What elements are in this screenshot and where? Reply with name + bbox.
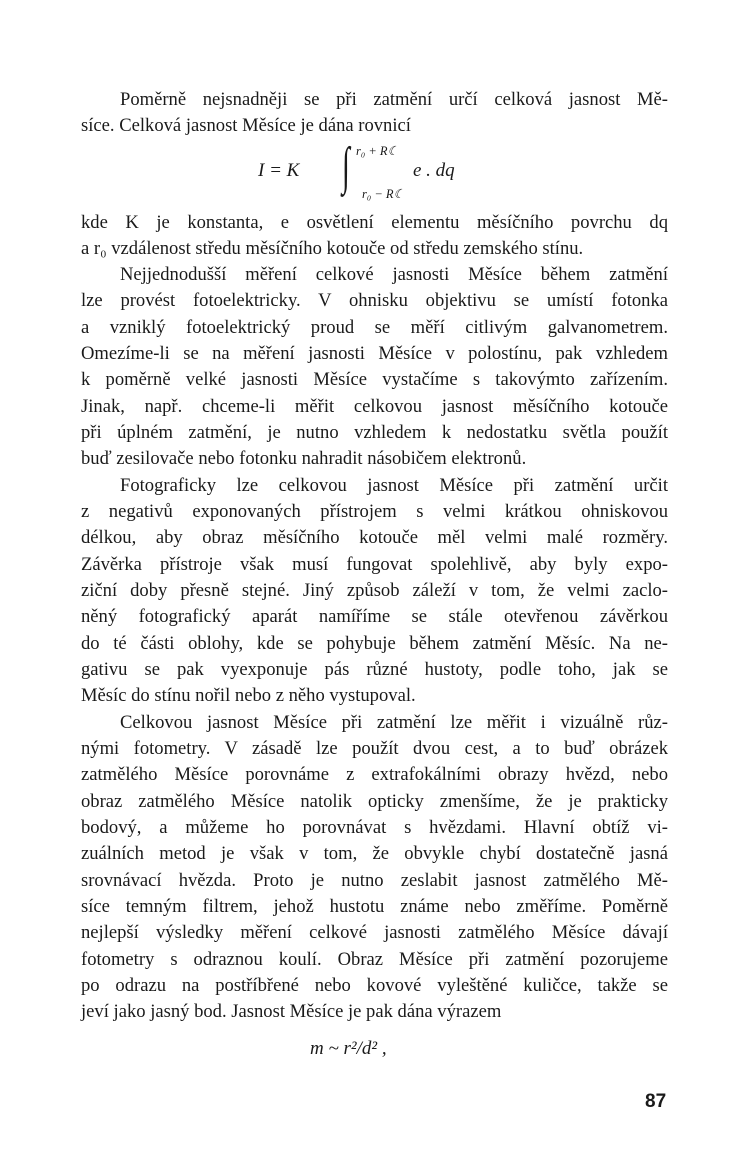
text-line: Poměrně nejsnadněji se při zatmění určí celková jasnost Mě- bbox=[120, 89, 668, 110]
text-line: fotometry s odraznou koulí. Obraz Měsíce při zatmění pozorujeme bbox=[81, 949, 668, 970]
text-line: Fotograficky lze celkovou jasnost Měsíce při zatmění určit bbox=[120, 475, 668, 496]
text-line: síce. Celková jasnost Měsíce je dána rovnicí bbox=[81, 115, 411, 136]
formula-lhs: I = K bbox=[258, 160, 300, 181]
integral-lower-limit: r₀ − R☾ bbox=[362, 187, 405, 201]
text-line: Omezíme-li se na měření jasnosti Měsíce v polostínu, pak vzhledem bbox=[81, 343, 668, 364]
text-line: jeví jako jasný bod. Jasnost Měsíce je pak dána výrazem bbox=[81, 1001, 502, 1022]
text-line: buď zesilovače nebo fotonku nahradit násobičem elektronů. bbox=[81, 448, 527, 469]
text-line: a r₀ vzdálenost středu měsíčního kotouče od středu zemského stínu. bbox=[81, 238, 584, 259]
text-line: zuálních metod je však v tom, že obvykle chybí dostatečně jasná bbox=[81, 843, 668, 864]
text-line: nejlepší výsledky měření celkové jasnosti zatmělého Měsíce dávají bbox=[81, 922, 668, 943]
text-line: obraz zatmělého Měsíce natolik opticky zmenšíme, že je prakticky bbox=[81, 791, 668, 812]
text-line: z negativů exponovaných přístrojem s velmi krátkou ohniskovou bbox=[81, 501, 668, 522]
text-line: nými fotometry. V zásadě lze použít dvou cest, a to buď obrázek bbox=[81, 738, 668, 759]
text-line: zatmělého Měsíce porovnáme z extrafokálními obrazy hvězd, nebo bbox=[81, 764, 668, 785]
text-line: bodový, a můžeme ho porovnávat s hvězdami. Hlavní obtíž vi- bbox=[81, 817, 668, 838]
text-line: Nejjednodušší měření celkové jasnosti Měsíce během zatmění bbox=[120, 264, 668, 285]
page-number: 87 bbox=[645, 1091, 667, 1112]
text-line: a vzniklý fotoelektrický proud se měří citlivým galvanometrem. bbox=[81, 317, 668, 338]
text-line: kde K je konstanta, e osvětlení elementu měsíčního povrchu dq bbox=[81, 212, 668, 233]
text-line: Jinak, např. chceme-li měřit celkovou jasnost měsíčního kotouče bbox=[81, 396, 668, 417]
text-line: Závěrka přístroje však musí fungovat spolehlivě, aby byly expo- bbox=[81, 554, 668, 575]
text-line: něný fotografický aparát namíříme se stále otevřenou závěrkou bbox=[81, 606, 668, 627]
brightness-formula: m ~ r²/d² , bbox=[310, 1038, 387, 1059]
text-line: síce temným filtrem, jehož hustotu známe nebo změříme. Poměrně bbox=[81, 896, 668, 917]
integral-upper-limit: r₀ + R☾ bbox=[356, 144, 399, 158]
text-line: srovnávací hvězda. Proto je nutno zeslabit jasnost zatmělého Mě- bbox=[81, 870, 668, 891]
text-line: do té části oblohy, kde se pohybuje během zatmění Měsíc. Na ne- bbox=[81, 633, 668, 654]
text-line: ziční doby přesně stejné. Jiný způsob záleží v tom, že velmi zaclo- bbox=[81, 580, 668, 601]
integral-sign: ∫ bbox=[342, 138, 350, 195]
text-line: Měsíc do stínu nořil nebo z něho vystupoval. bbox=[81, 685, 416, 706]
text-line: gativu se pak vyexponuje pás různé hustoty, podle toho, jak se bbox=[81, 659, 668, 680]
text-line: lze provést fotoelektricky. V ohnisku objektivu se umístí fotonka bbox=[81, 290, 668, 311]
text-line: Celkovou jasnost Měsíce při zatmění lze měřit i vizuálně růz- bbox=[120, 712, 668, 733]
text-line: při úplném zatmění, je nutno vzhledem k nedostatku světla použít bbox=[81, 422, 668, 443]
formula-integrand: e . dq bbox=[413, 160, 455, 181]
text-line: k poměrně velké jasnosti Měsíce vystačíme s takovýmto zařízením. bbox=[81, 369, 668, 390]
text-line: po odrazu na postříbřené nebo kovové vyleštěné kuličce, takže se bbox=[81, 975, 668, 996]
text-line: délkou, aby obraz měsíčního kotouče měl velmi malé rozměry. bbox=[81, 527, 668, 548]
